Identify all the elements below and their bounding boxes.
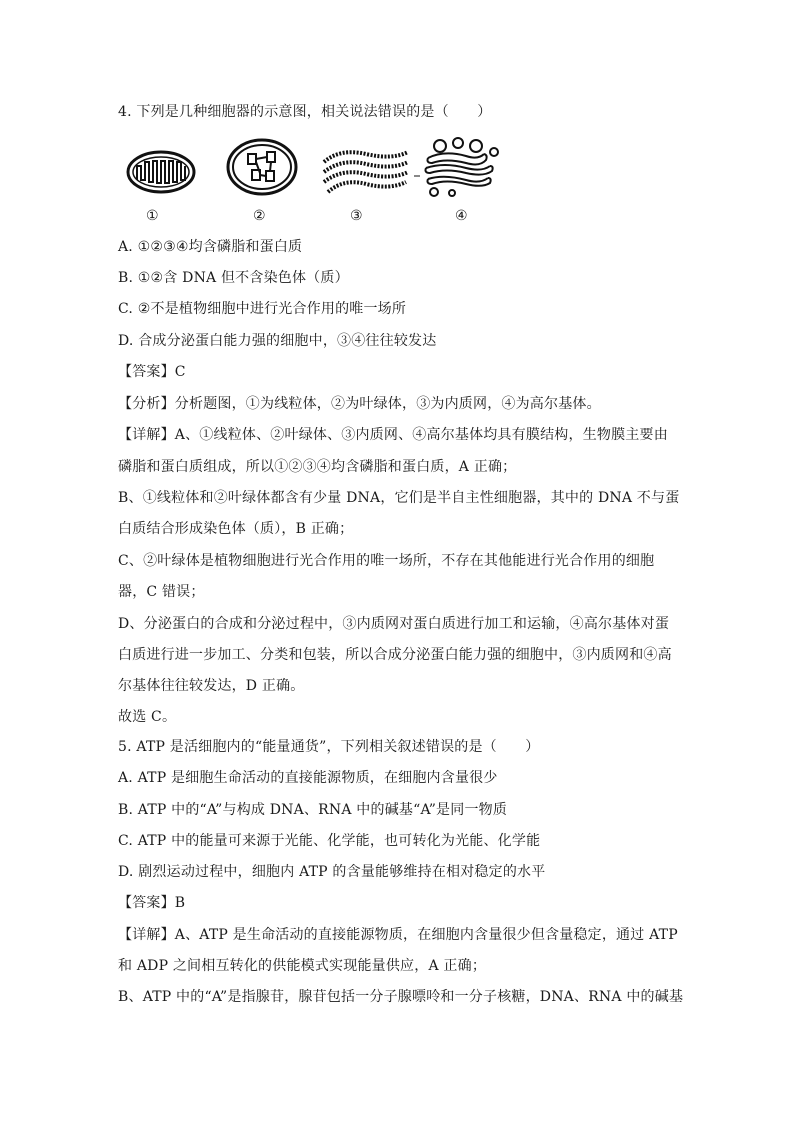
- q4-detail-line: 磷脂和蛋白质组成，所以①②③④均含磷脂和蛋白质，A 正确；: [118, 459, 517, 475]
- figure-label-3: ③: [350, 208, 363, 224]
- q4-analysis: 【分析】分析题图，①为线粒体，②为叶绿体，③为内质网，④为高尔基体。: [118, 396, 601, 412]
- q5-option-a: A. ATP 是细胞生命活动的直接能源物质，在细胞内含量很少: [118, 770, 498, 786]
- figure-label-2: ②: [253, 208, 266, 224]
- q4-option-c: C. ②不是植物细胞中进行光合作用的唯一场所: [118, 301, 407, 317]
- organelle-figure: [122, 136, 502, 206]
- q4-stem: 4. 下列是几种细胞器的示意图，相关说法错误的是（ ）: [118, 104, 492, 120]
- q4-detail-line: C、②叶绿体是植物细胞进行光合作用的唯一场所，不存在其他能进行光合作用的细胞: [118, 553, 655, 569]
- q4-detail-line: D、分泌蛋白的合成和分泌过程中，③内质网对蛋白质进行加工和运输，④高尔基体对蛋: [118, 616, 670, 632]
- q5-option-d: D. 剧烈运动过程中，细胞内 ATP 的含量能够维持在相对稳定的水平: [118, 864, 546, 880]
- golgi-apparatus-image: [414, 136, 502, 198]
- q4-detail-line: 器，C 错误；: [118, 584, 205, 600]
- q5-option-b: B. ATP 中的“A”与构成 DNA、RNA 中的碱基“A”是同一物质: [118, 802, 508, 818]
- q4-option-a: A. ①②③④均含磷脂和蛋白质: [118, 239, 303, 255]
- q4-conclusion: 故选 C。: [118, 709, 177, 725]
- q5-option-c: C. ATP 中的能量可来源于光能、化学能，也可转化为光能、化学能: [118, 833, 541, 849]
- q5-stem: 5. ATP 是活细胞内的“能量通货”，下列相关叙述错误的是（ ）: [118, 739, 540, 755]
- q5-answer: 【答案】B: [118, 895, 186, 911]
- figure-label-1: ①: [146, 208, 159, 224]
- chloroplast-image: [226, 138, 298, 196]
- q4-answer: 【答案】C: [118, 364, 186, 380]
- q5-detail-line: B、ATP 中的“A”是指腺苷，腺苷包括一分子腺嘌呤和一分子核糖，DNA、RNA 中的碱基: [118, 989, 684, 1005]
- mitochondrion-image: [126, 150, 196, 194]
- q4-detail-line: 尔基体往往较发达，D 正确。: [118, 678, 305, 694]
- figure-label-4: ④: [455, 208, 468, 224]
- q5-detail-line: 和 ADP 之间相互转化的供能模式实现能量供应，A 正确；: [118, 958, 487, 974]
- q4-option-d: D. 合成分泌蛋白能力强的细胞中，③④往往较发达: [118, 333, 437, 349]
- q4-detail-line: B、①线粒体和②叶绿体都含有少量 DNA，它们是半自主性细胞器，其中的 DNA 不与蛋: [118, 490, 680, 506]
- q4-detail-line: 白质进行进一步加工、分类和包装，所以合成分泌蛋白能力强的细胞中，③内质网和④高: [118, 647, 672, 663]
- endoplasmic-reticulum-image: [320, 146, 412, 198]
- q4-detail-line: 白质结合形成染色体（质），B 正确；: [118, 521, 354, 537]
- q4-option-b: B. ①②含 DNA 但不含染色体（质）: [118, 270, 349, 286]
- q4-detail-line: 【详解】A、①线粒体、②叶绿体、③内质网、④高尔基体均具有膜结构，生物膜主要由: [118, 427, 668, 443]
- q5-detail-line: 【详解】A、ATP 是生命活动的直接能源物质，在细胞内含量很少但含量稳定，通过 ATP: [118, 927, 678, 943]
